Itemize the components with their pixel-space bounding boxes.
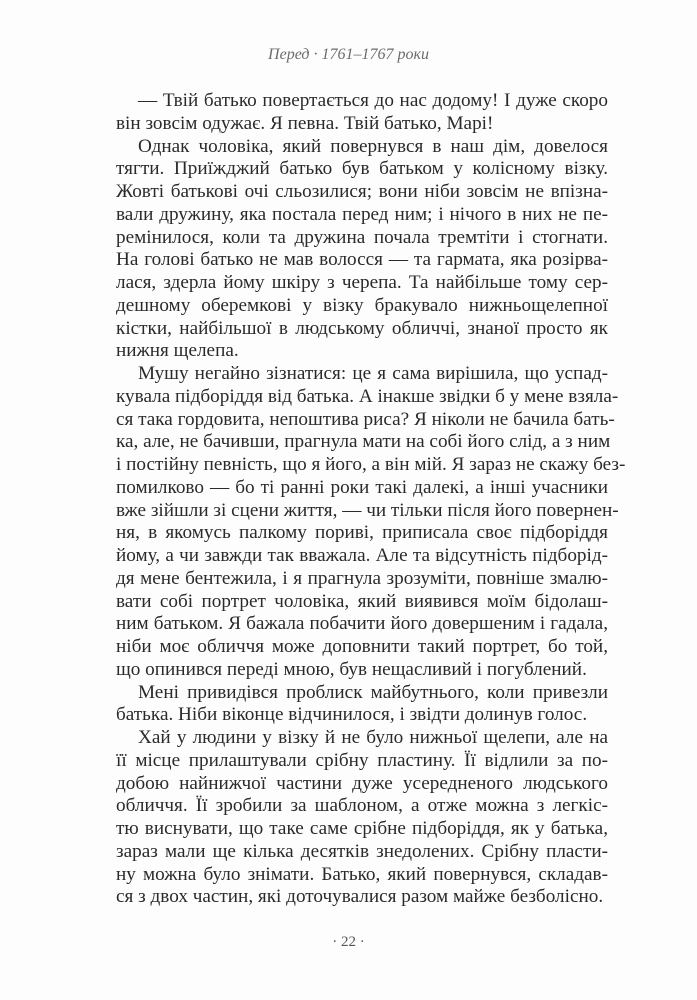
text-line: нижня щелепа. [116, 340, 239, 362]
text-line: що опинився переді мною, був нещасливий і погублений. [116, 658, 587, 680]
text-line: обличчя. Її зробили за шаблоном, а отже можна з легкіс- [116, 795, 608, 817]
paragraph [116, 727, 608, 909]
text-line: добою найнижчої частини дуже усередненого людського [116, 772, 608, 794]
text-line: вали дружину, яка постала перед ним; і нічого в них не пе- [116, 203, 608, 225]
text-line: Мені привидівся проблиск майбутнього, коли привезли [138, 681, 608, 703]
text-line: дешному оберемкові у візку бракувало нижньощелепної [116, 294, 608, 316]
text-line: лася, здерла йому шкіру з черепа. Та найбільше тому сер- [116, 272, 608, 293]
text-line: дя мене бентежила, і я прагнула зрозуміти, повніше змалю- [116, 567, 608, 589]
paragraph [116, 682, 608, 728]
text-line: Однак чоловіка, який повернувся в наш дім, довелося [138, 135, 608, 157]
text-line: ним батьком. Я бажала побачити його довершеним і гадала, [116, 613, 608, 635]
text-line: кувала підборіддя від батька. А інакше звідки б у мене взяла- [116, 385, 619, 407]
text-line: ніби моє обличчя може доповнити такий портрет, бо той, [116, 636, 608, 657]
text-line: вже зійшли зі сцени життя, — чи тільки після його повернен- [116, 499, 619, 521]
text-line: тягти. Приїжджий батько був батьком у колісному візку. [116, 158, 608, 180]
running-header: Перед · 1761–1767 роки [268, 46, 429, 63]
text-line: Хай у людини у візку й не було нижньої щелепи, але на [138, 727, 608, 748]
text-line: — Твій батько повертається до нас додому! І дуже скоро [138, 90, 608, 111]
text-line: її місце прилаштували срібну пластину. Її відлили за по- [116, 749, 608, 771]
paragraph [116, 136, 608, 364]
text-line: ремінилося, коли та дружина почала тремтіти і стогнати. [116, 226, 608, 248]
text-line: ся така гордовита, непоштива риса? Я ніколи не бачила бать- [116, 408, 615, 430]
text-line: тю виснувати, що таке саме срібне підборіддя, як у батька, [116, 818, 608, 839]
text-line: йому, а чи завжди так вважала. Але та відсутність підборід- [116, 545, 608, 566]
text-line: На голові батько не мав волосся — та гармата, яка розірва- [116, 249, 608, 271]
page-number: · 22 · [332, 934, 365, 950]
paragraph [116, 90, 608, 136]
text-line: зараз мали ще кілька десятків знедолених. Срібну пласти- [116, 840, 608, 862]
text-line: і постійну певність, що я його, а він мій. Я зараз не скажу без- [116, 454, 626, 475]
text-line: Жовті батькові очі сльозилися; вони ніби зовсім не впізна- [116, 181, 608, 202]
text-line: кістки, найбільшої в людському обличчі, знаної просто як [116, 317, 608, 339]
text-line: вати собі портрет чоловіка, який виявився моїм бідолаш- [116, 590, 608, 612]
text-line: Мушу негайно зізнатися: це я сама вирішила, що успад- [138, 363, 608, 384]
text-line: батька. Ніби віконце відчинилося, і звідти долинув голос. [116, 704, 588, 726]
text-line: ся з двох частин, які доточувалися разом майже безболісно. [116, 886, 604, 908]
body-text [116, 90, 626, 909]
text-line: він зовсім одужає. Я певна. Твій батько, Марі! [116, 112, 494, 134]
text-line: ка, але, не бачивши, прагнула мати на собі його слід, а з ним [116, 431, 611, 453]
text-line: ну можна було знімати. Батько, який повернувся, складав- [116, 863, 608, 885]
paragraph [116, 363, 626, 682]
text-line: ня, в якомусь палкому пориві, приписала своє підборіддя [116, 522, 608, 544]
text-line: помилково — бо ті ранні роки такі далекі, а інші учасники [116, 476, 608, 498]
